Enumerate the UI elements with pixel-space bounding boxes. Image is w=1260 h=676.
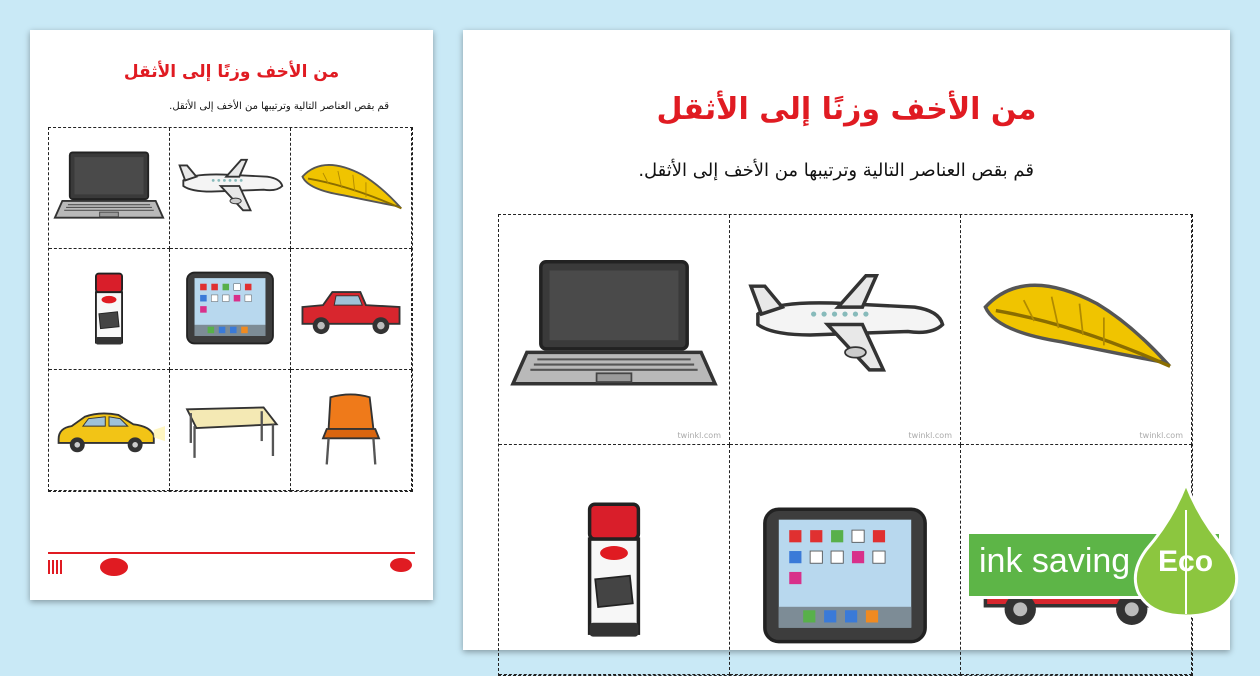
feather-icon [291, 128, 411, 248]
airplane-icon [170, 128, 290, 248]
airplane-card [730, 215, 961, 445]
footer-divider [48, 552, 415, 554]
tablet-icon [170, 249, 290, 369]
worksheet-instruction-large: قم بقص العناصر التالية وترتيبها من الأخف إلى الأثقل. [638, 160, 1034, 181]
airplane-icon [730, 215, 960, 444]
laptop-icon [49, 128, 169, 248]
worksheet-thumbnail [30, 30, 433, 600]
watermark: twinkl.com [1139, 431, 1183, 440]
cut-out-grid-large [498, 214, 1193, 676]
airplane-card [170, 128, 291, 249]
laptop-card [49, 128, 170, 249]
chair-card [291, 370, 412, 491]
eco-label: Eco [1158, 545, 1214, 578]
worksheet-title: من الأخف وزنًا إلى الأثقل [123, 62, 340, 82]
worksheet-instruction: قم بقص العناصر التالية وترتيبها من الأخف إلى الأثقل. [169, 101, 389, 112]
glue-stick-icon [499, 445, 729, 674]
pickup-truck-icon [291, 249, 411, 369]
watermark: twinkl.com [677, 431, 721, 440]
laptop-card [499, 215, 730, 445]
glue-stick-icon [49, 249, 169, 369]
feather-card [961, 215, 1192, 445]
cut-out-grid [48, 127, 413, 492]
watermark: twinkl.com [908, 431, 952, 440]
glue-stick-card [499, 445, 730, 675]
ink-saving-label: ink saving [979, 542, 1131, 580]
qr-code-icon [48, 560, 62, 574]
worksheet-title-large: من الأخف وزنًا إلى الأثقل [656, 92, 1037, 127]
car-card [49, 370, 170, 491]
twinkl-logo [100, 558, 128, 576]
glue-stick-card [49, 249, 170, 370]
tablet-card [730, 445, 961, 675]
feather-card [291, 128, 412, 249]
tablet-card [170, 249, 291, 370]
chair-icon [291, 370, 411, 490]
twinkl-logo-right [390, 558, 412, 572]
table-card [170, 370, 291, 491]
table-icon [170, 370, 290, 490]
laptop-icon [499, 215, 729, 444]
feather-icon [961, 215, 1191, 444]
pickup-truck-card [291, 249, 412, 370]
car-icon [49, 370, 169, 490]
tablet-icon [730, 445, 960, 674]
